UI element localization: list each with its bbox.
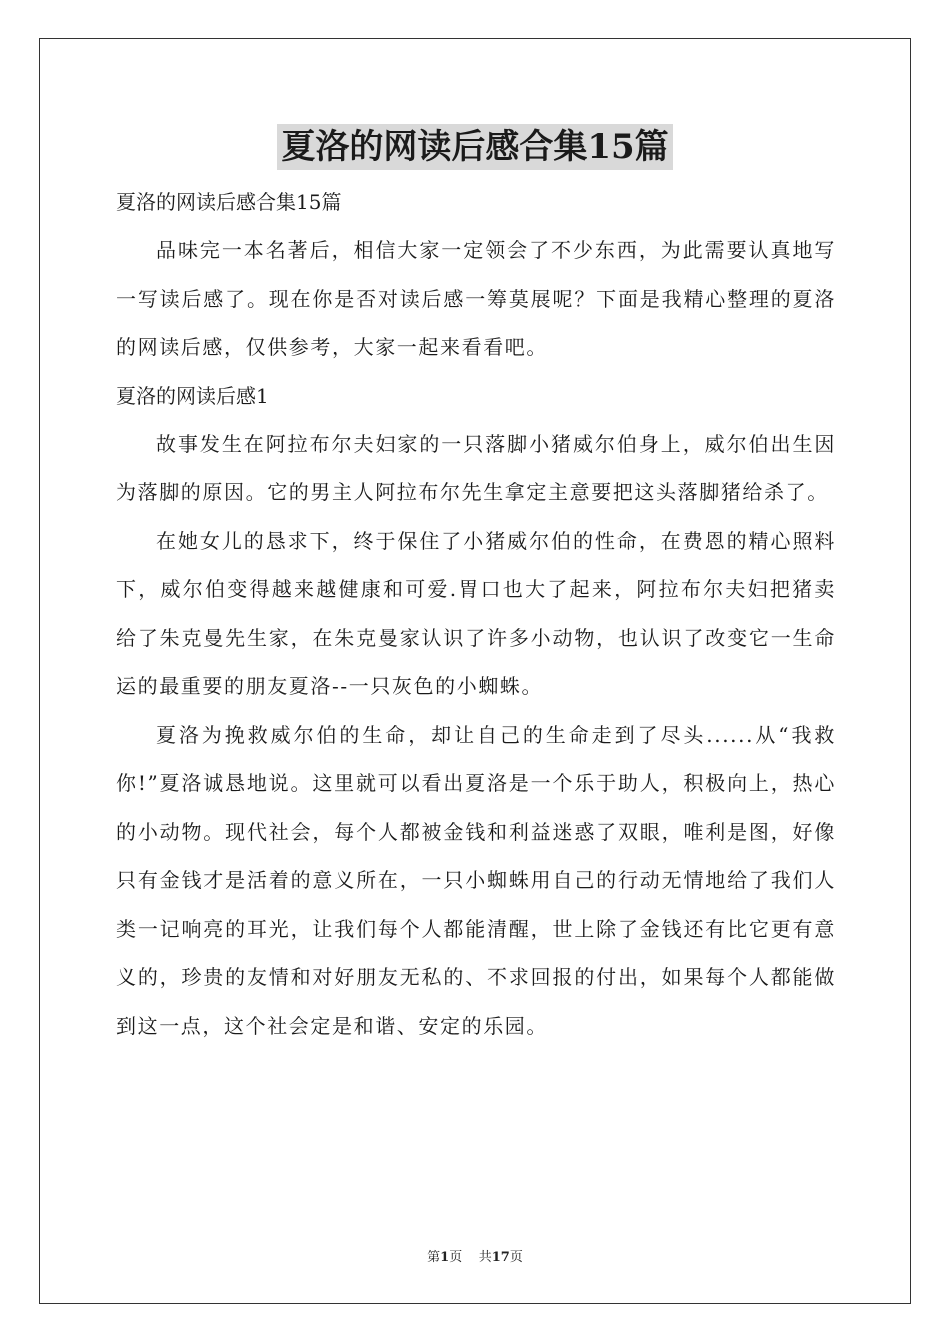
body-paragraph: 夏洛为挽救威尔伯的生命，却让自己的生命走到了尽头......从“我救你!”夏洛诚恳地说。这里就可以看出夏洛是一个乐于助人，积极向上，热心的小动物。现代社会，每个人都被金钱和利益迷惑了双眼，唯利是图，好像只有金钱才是活着的意义所在，一只小蜘蛛用自己的行动无情地给了我们人类一记响亮的耳光，让我们每个人都能清醒，世上除了金钱还有比它更有意义的，珍贵的友情和对好朋友无私的、不求回报的付出，如果每个人都能做到这一点，这个社会定是和谐、安定的乐园。 bbox=[116, 722, 836, 1038]
document-title: 夏洛的网读后感合集15篇 bbox=[277, 124, 672, 170]
body-paragraph: 在她女儿的恳求下，终于保住了小猪威尔伯的性命，在费恩的精心照料下，威尔伯变得越来越健康和可爱.胃口也大了起来，阿拉布尔夫妇把猪卖给了朱克曼先生家，在朱克曼家认识了许多小动物，也认识了改变它一生命运的最重要的朋友夏洛--一只灰色的小蜘蛛。 bbox=[116, 528, 836, 698]
page-footer bbox=[0, 1246, 950, 1265]
document-subtitle: 夏洛的网读后感合集15篇 bbox=[116, 190, 342, 214]
page-suffix: 页 bbox=[449, 1250, 463, 1265]
intro-paragraph: 品味完一本名著后，相信大家一定领会了不少东西，为此需要认真地写一写读后感了。现在你是否对读后感一筹莫展呢？下面是我精心整理的夏洛的网读后感，仅供参考，大家一起来看看吧。 bbox=[116, 238, 836, 359]
total-prefix: 共 bbox=[478, 1250, 492, 1265]
total-pages: 17 bbox=[491, 1250, 510, 1265]
title-container bbox=[0, 124, 950, 170]
page-number: 1 bbox=[440, 1250, 450, 1265]
body-paragraph: 故事发生在阿拉布尔夫妇家的一只落脚小猪威尔伯身上，威尔伯出生因为落脚的原因。它的男主人阿拉布尔先生拿定主意要把这头落脚猪给杀了。 bbox=[116, 431, 836, 504]
total-suffix: 页 bbox=[509, 1250, 523, 1265]
section-heading: 夏洛的网读后感1 bbox=[116, 383, 269, 408]
page-prefix: 第 bbox=[427, 1250, 441, 1265]
document-body bbox=[116, 178, 836, 1050]
